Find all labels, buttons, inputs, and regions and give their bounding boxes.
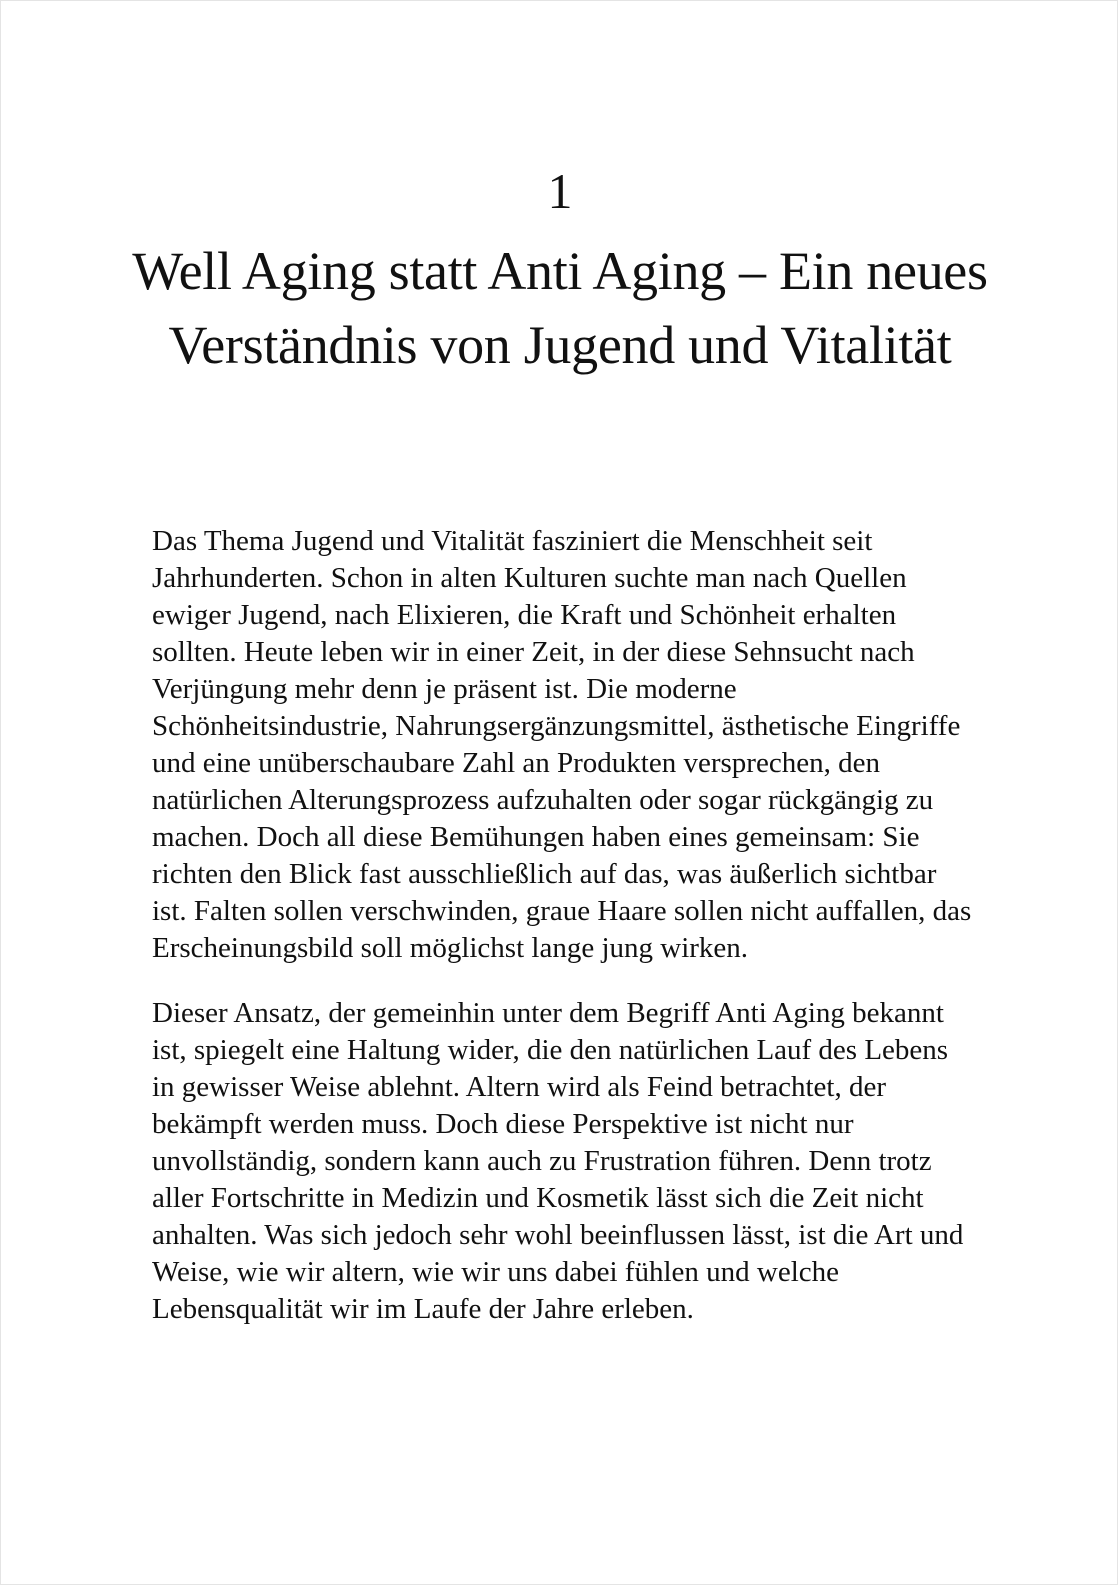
chapter-title: Well Aging statt Anti Aging – Ein neues Verständnis von Jugend und Vitalität bbox=[132, 241, 988, 375]
paragraph-1: Das Thema Jugend und Vitalität fasziniert die Menschheit seit Jahrhunderten. Schon in alten Kulturen suchte man nach Quellen ewiger Jugend, nach Elixieren, die Kraft und Schönheit erhalten sollten. Heute leben wir in einer Zeit, in der diese Sehnsucht nach Verjüngung mehr denn je präsent ist. Die moderne Schönheitsindustrie, Nahrungsergänzungsmittel, ästhetische Eingriffe und eine unüberschaubare Zahl an Produkten versprechen, den natürlichen Alterungsprozess aufzuhalten oder sogar rückgängig zu machen. Doch all diese Bemühungen haben eines gemeinsam: Sie richten den Blick fast ausschließlich auf das, was äußerlich sichtbar ist. Falten sollen verschwinden, graue Haare sollen nicht auffallen, das Erscheinungsbild soll möglichst lange jung wirken. bbox=[152, 525, 972, 964]
chapter-number: 1 bbox=[547, 163, 573, 219]
paragraph-2: Dieser Ansatz, der gemeinhin unter dem Begriff Anti Aging bekannt ist, spiegelt eine Haltung wider, die den natürlichen Lauf des Lebens in gewisser Weise ablehnt. Altern wird als Feind betrachtet, der bekämpft werden muss. Doch diese Perspektive ist nicht nur unvollständig, sondern kann auch zu Frustration führen. Denn trotz aller Fortschritte in Medizin und Kosmetik lässt sich die Zeit nicht anhalten. Was sich jedoch sehr wohl beeinflussen lässt, ist die Art und Weise, wie wir altern, wie wir uns dabei fühlen und welche Lebensqualität wir im Laufe der Jahre erleben. bbox=[152, 997, 964, 1325]
chapter-body bbox=[152, 523, 972, 1356]
